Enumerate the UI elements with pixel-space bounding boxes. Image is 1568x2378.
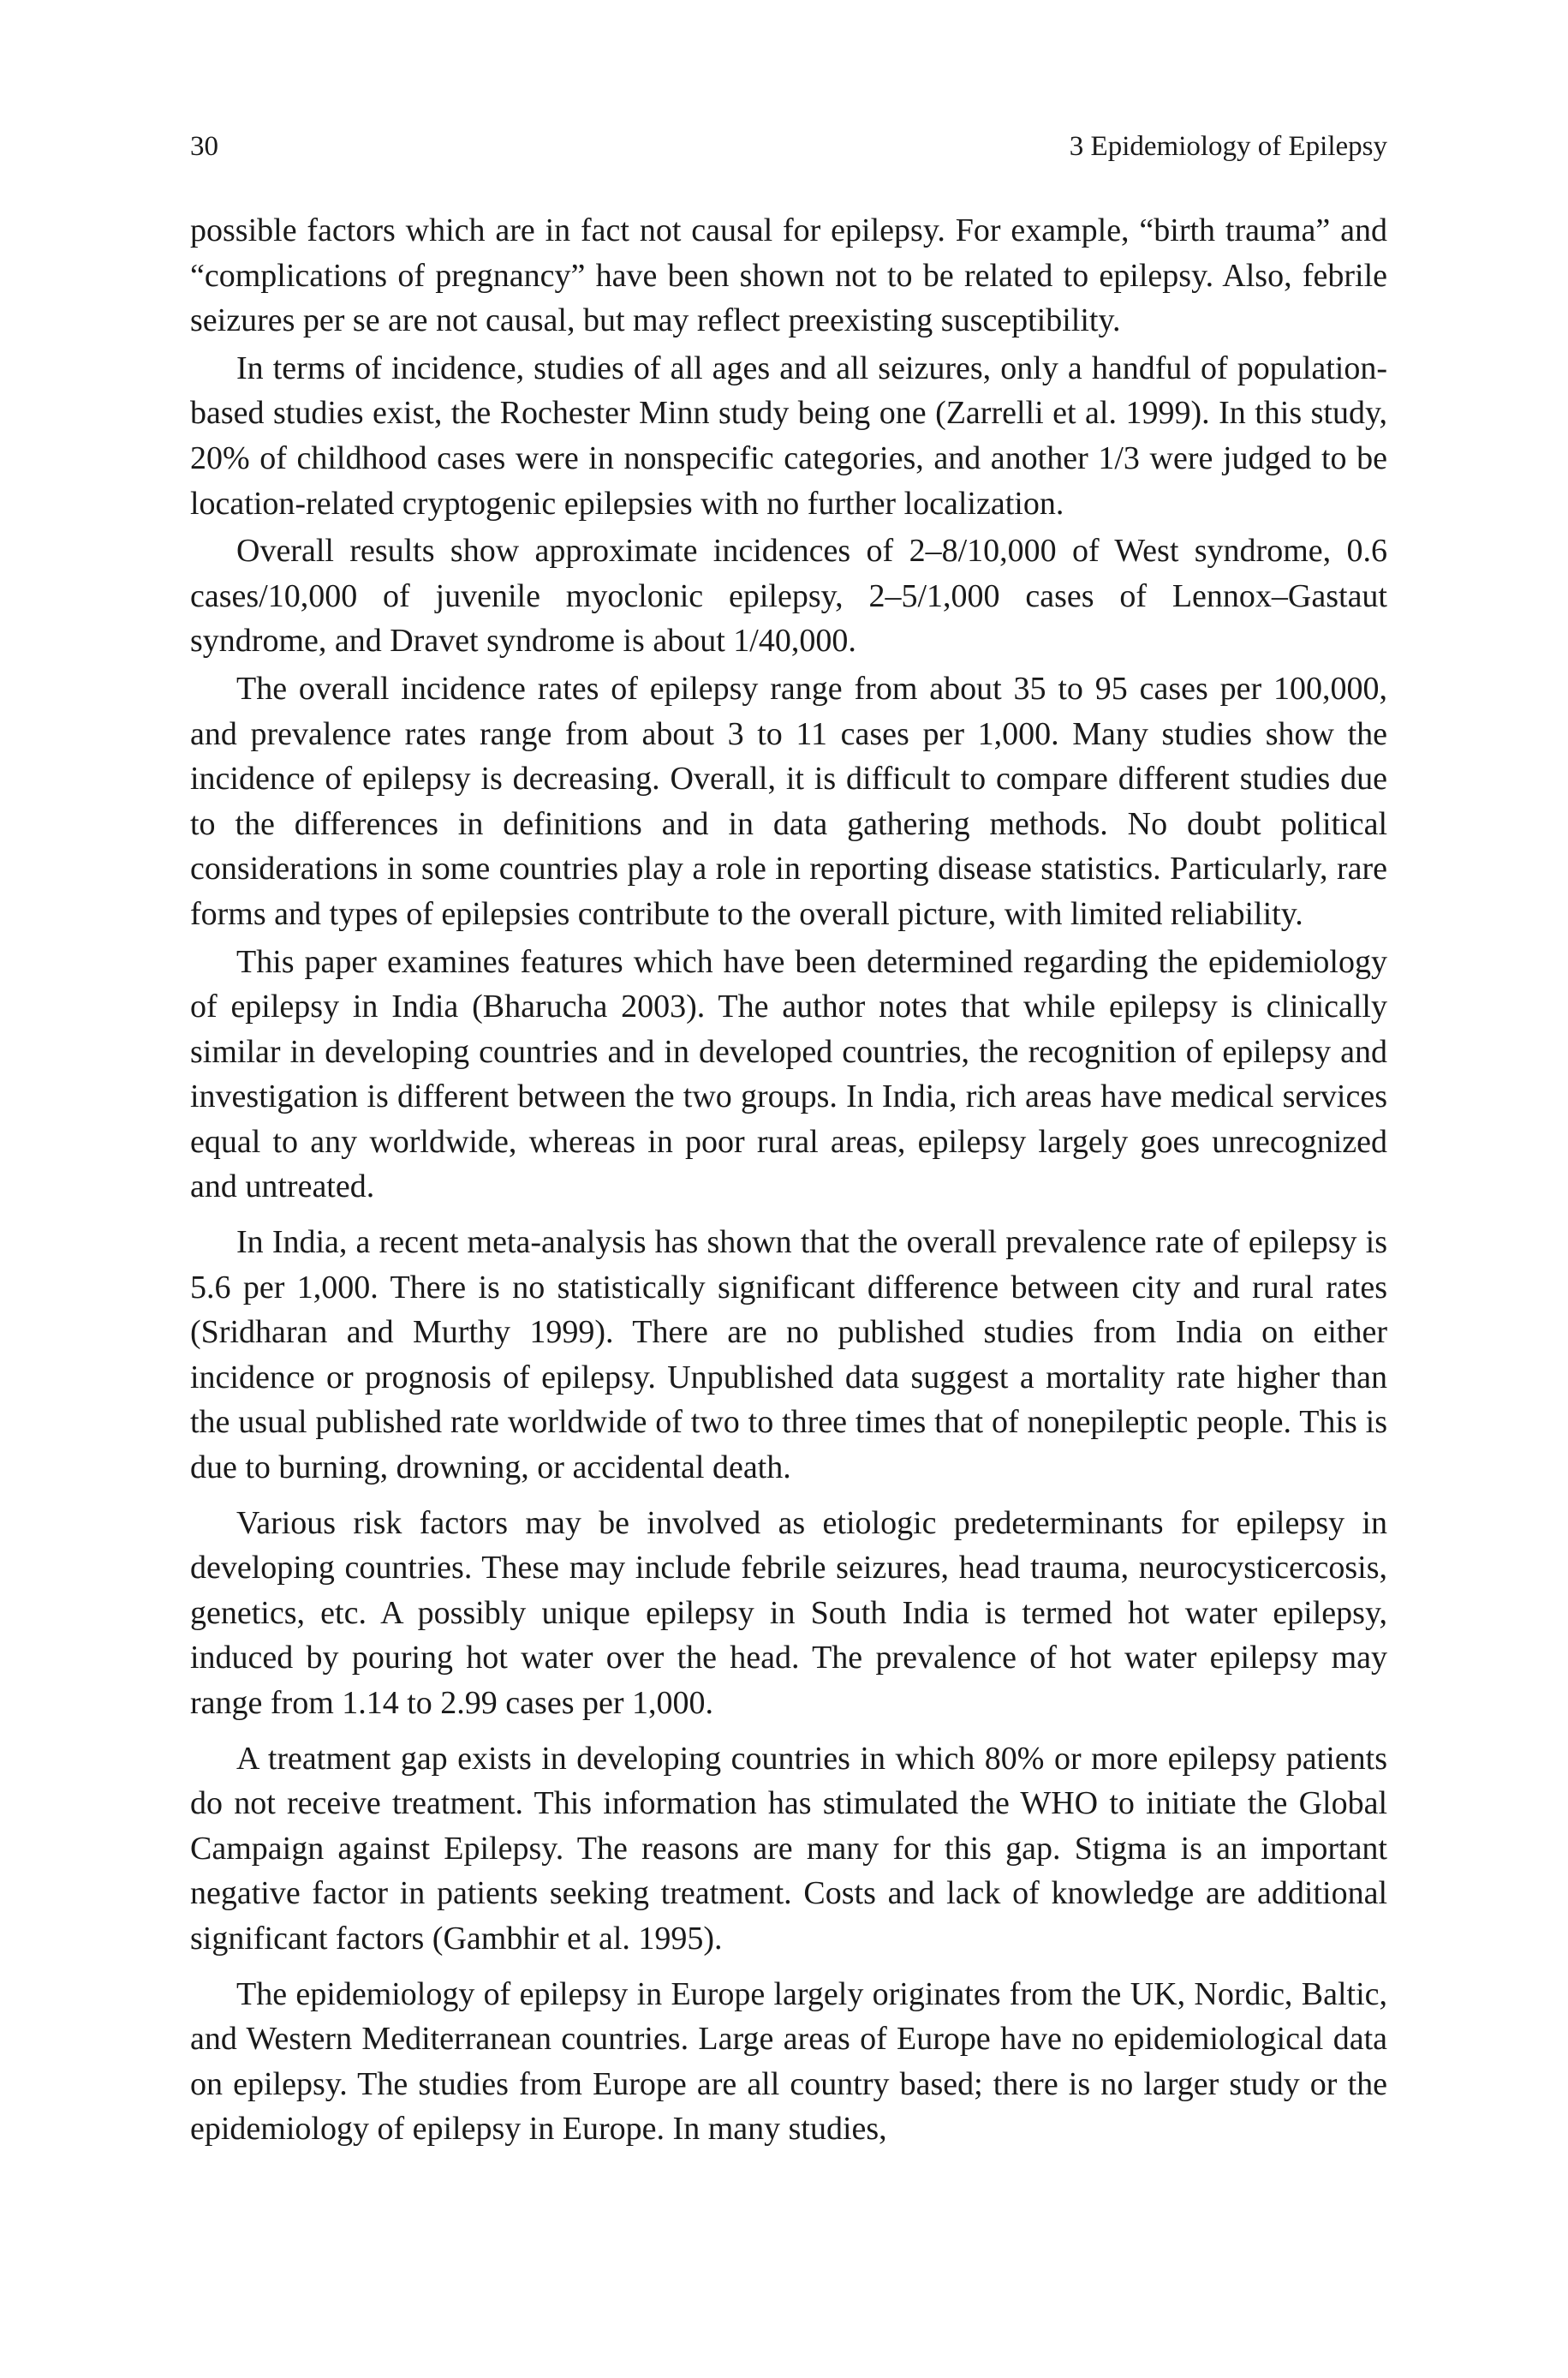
paragraph-incidence-studies: In terms of incidence, studies of all ages and all seizures, only a handful of population-based studies exist, the Rochester Minn study being one (Zarrelli et al. 1999). In this study, 20% of childhood cases were in nonspecific categories, and another 1/3 were judged to be location-related cryptogenic epilepsies with no further localization. <box>190 350 1387 522</box>
paragraph-risk-factors: Various risk factors may be involved as etiologic predeterminants for epilepsy in developing countries. These may include febrile seizures, head trauma, neurocysticercosis, genetics, etc. A possibly unique epilepsy in South India is termed hot water epilepsy, induced by pouring hot water over the head. The prevalence of hot water epilepsy may range from 1.14 to 2.99 cases per 1,000. <box>190 1504 1387 1721</box>
book-page <box>190 0 1387 2378</box>
paragraph-europe: The epidemiology of epilepsy in Europe largely originates from the UK, Nordic, Baltic, and Western Mediterranean countries. Large areas of Europe have no epidemiological data on epilepsy. The studies from Europe are all country based; there is no larger study or the epidemiology of epilepsy in Europe. In many studies, <box>190 1975 1387 2148</box>
paragraph-syndrome-incidences: Overall results show approximate incidences of 2–8/10,000 of West syndrome, 0.6 cases/10,000 of juvenile myoclonic epilepsy, 2–5/1,000 cases of Lennox–Gastaut syndrome, and Dravet syndrome is about 1/40,000. <box>190 533 1387 660</box>
paragraph-treatment-gap: A treatment gap exists in developing countries in which 80% or more epilepsy patients do not receive treatment. This information has stimulated the WHO to initiate the Global Campaign against Epilepsy. The reasons are many for this gap. Stigma is an important negative factor in patients seeking treatment. Costs and lack of knowledge are additional significant factors (Gambhir et al. 1995). <box>190 1740 1387 1957</box>
paragraph-india-features: This paper examines features which have been determined regarding the epidemiology of epilepsy in India (Bharucha 2003). The author notes that while epilepsy is clinically similar in developing countries and in developed countries, the recognition of epilepsy and investigation is different between the two groups. In India, rich areas have medical services equal to any worldwide, whereas in poor rural areas, epilepsy largely goes unrecognized and untreated. <box>190 943 1387 1205</box>
paragraph-overall-rates: The overall incidence rates of epilepsy range from about 35 to 95 cases per 100,000, and prevalence rates range from about 3 to 11 cases per 1,000. Many studies show the incidence of epilepsy is decreasing. Overall, it is difficult to compare different studies due to the differences in definitions and in data gathering methods. No doubt political considerations in some countries play a role in reporting disease statistics. Particularly, rare forms and types of epilepsies contribute to the overall picture, with limited reliability. <box>190 670 1387 932</box>
running-head <box>190 127 1387 166</box>
chapter-title: 3 Epidemiology of Epilepsy <box>1069 131 1387 162</box>
paragraph-india-prevalence: In India, a recent meta-analysis has shown that the overall prevalence rate of epilepsy is 5.6 per 1,000. There is no statistically significant difference between city and rural rates (Sridharan and Murthy 1999). There are no published studies from India on either incidence or prognosis of epilepsy. Unpublished data suggest a mortality rate higher than the usual published rate worldwide of two to three times that of nonepileptic people. This is due to burning, drowning, or accidental death. <box>190 1224 1387 1486</box>
paragraph-continued: possible factors which are in fact not causal for epilepsy. For example, “birth trauma” and “complications of pregnancy” have been shown not to be related to epilepsy. Also, febrile seizures per se are not causal, but may reflect preexisting susceptibility. <box>190 212 1387 339</box>
page-number: 30 <box>190 131 218 162</box>
body-text <box>190 208 1387 2162</box>
